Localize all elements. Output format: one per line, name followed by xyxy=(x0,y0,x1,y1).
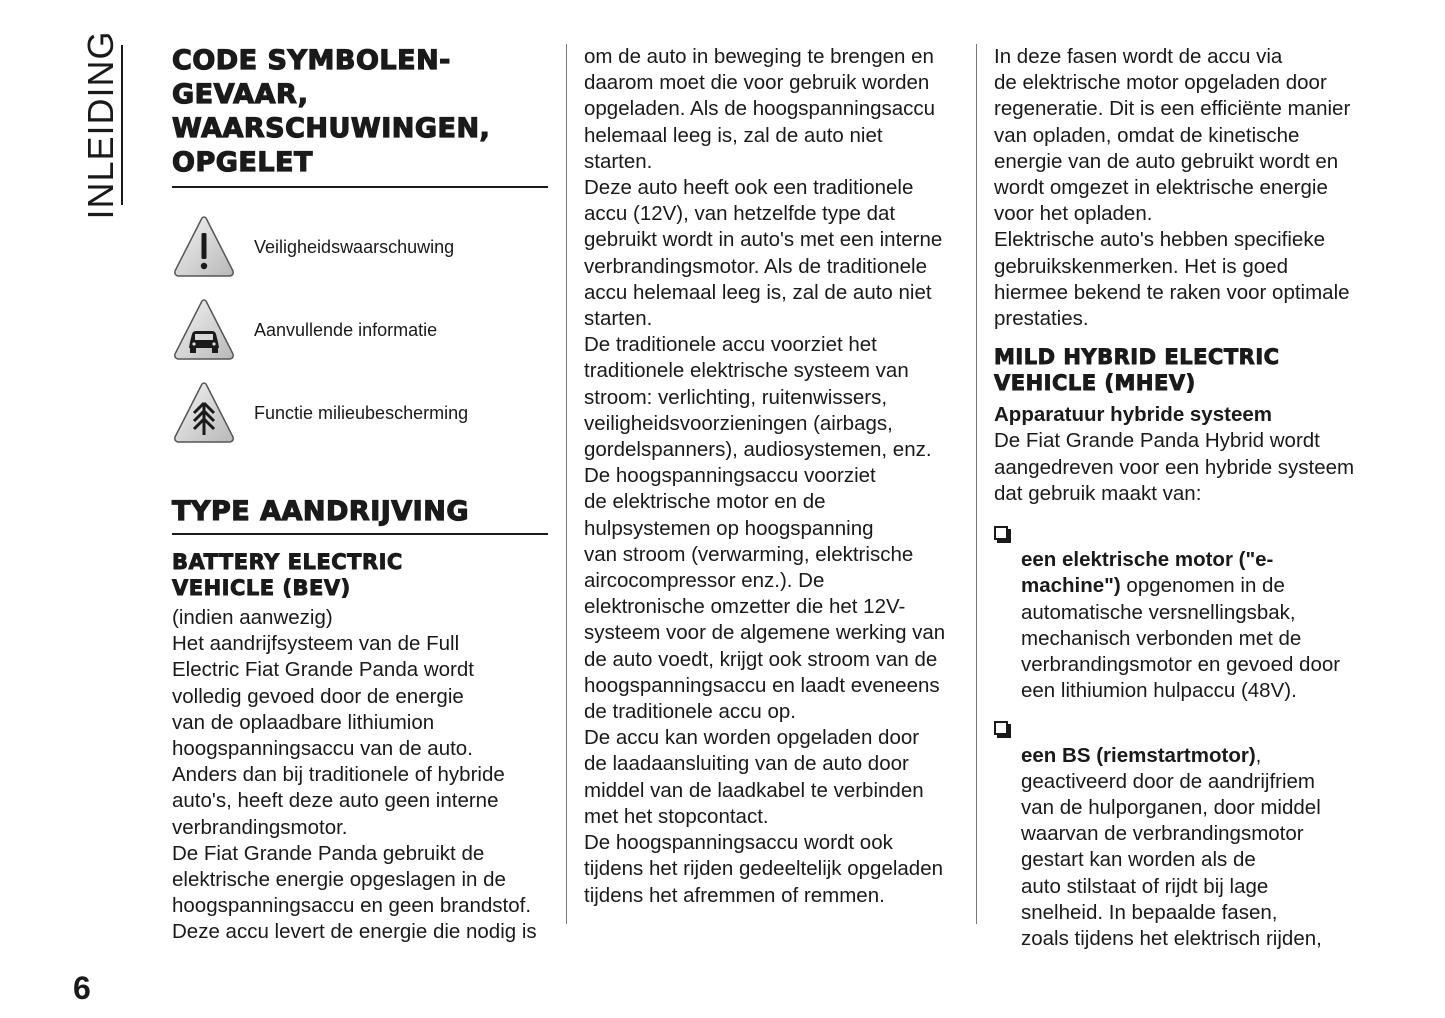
checkbox-bullet-icon xyxy=(994,526,1008,540)
list-item-bold: een BS (riemstartmotor) xyxy=(1021,743,1256,767)
checkbox-bullet-icon xyxy=(994,721,1008,735)
environment-protection-icon xyxy=(172,381,236,447)
mhev-heading: MILD HYBRID ELECTRIC VEHICLE (MHEV) xyxy=(994,345,1280,396)
symbol-label-info: Aanvullende informatie xyxy=(254,320,438,340)
mhev-subheading: Apparatuur hybride systeem xyxy=(994,403,1272,427)
mhev-text: De Fiat Grande Panda Hybrid wordt aangedreven voor een hybride systeem dat gebruik maakt van: xyxy=(994,429,1355,505)
list-item-text: , geactiveerd door de aandrijfriem van de hulporganen, door middel waarvan de verbrandingsmotor gestart kan worden als de auto stilstaat of rijdt bij lage snelheid. In bepaalde fasen, zoals tijdens het elektrisch rijden, xyxy=(1021,743,1322,951)
column-divider-2 xyxy=(976,44,977,924)
symbol-label-warning: Veiligheidswaarschuwing xyxy=(254,237,455,257)
column-2-text: om de auto in beweging te brengen en daarom moet die voor gebruik worden opgeladen. Als de hoogspanningsaccu helemaal leeg is, zal de auto niet starten. Deze auto heeft ook een traditionele accu (12V), van hetzelfde type dat gebruikt wordt in auto's met een interne verbrandingsmotor. Als de traditionele accu helemaal leeg is, zal de auto niet starten. De traditionele accu voorziet het traditionele elektrische systeem van stroom: verlichting, ruitenwissers, veiligheidsvoorzieningen (airbags, gordelspanners), audiosystemen, enz. De hoogspanningsaccu voorziet de elektrische motor en de hulpsystemen op hoogspanning van stroom (verwarming, elektrische aircocompressor enz.). De elektronische omzetter die het 12V- systeem voor de algemene werking van de auto voedt, krijgt ook stroom van de hoogspanningsaccu en laadt eveneens de traditionele accu op. De accu kan worden opgeladen door de laadaansluiting van de auto door middel van de laadkabel te verbinden met het stopcontact. De hoogspanningsaccu wordt ook tijdens het rijden gedeeltelijk opgeladen tijdens het afremmen of remmen. xyxy=(584,45,946,907)
symbol-row-warning xyxy=(172,206,548,289)
symbol-legend xyxy=(172,206,548,455)
column-2 xyxy=(584,44,962,909)
car-info-icon xyxy=(172,298,236,364)
page-number: 6 xyxy=(73,970,91,1006)
drive-type-heading: TYPE AANDRIJVING xyxy=(172,495,548,535)
sidebar-section-label xyxy=(78,30,124,220)
bev-text: (indien aanwezig) Het aandrijfsysteem van de Full Electric Fiat Grande Panda wordt volledig gevoed door de energie van de oplaadbare lithiumion hoogspanningsaccu van de auto. Anders dan bij traditionele of hybride auto's, heeft deze auto geen interne verbrandingsmotor. De Fiat Grande Panda gebruikt de elektrische energie opgeslagen in de hoogspanningsaccu en geen brandstof. Deze accu levert de energie die nodig is xyxy=(172,606,537,944)
column-3 xyxy=(994,44,1370,952)
symbols-heading: CODE SYMBOLEN- GEVAAR, WAARSCHUWINGEN, OPGELET xyxy=(172,44,548,188)
symbol-label-environment: Functie milieubescherming xyxy=(254,403,469,423)
column-divider-1 xyxy=(566,44,567,924)
bev-heading: BATTERY ELECTRIC VEHICLE (BEV) xyxy=(172,550,403,600)
symbol-row-environment xyxy=(172,372,548,455)
regeneration-text: In deze fasen wordt de accu via de elektrische motor opgeladen door regeneratie. Dit is een efficiënte manier van opladen, omdat de kinetische energie van de auto gebruikt wordt en wordt omgezet in elektrische energie voor het opladen. Elektrische auto's hebben specifieke gebruikskenmerken. Het is goed hiermee bekend te raken voor optimale prestaties. xyxy=(994,45,1351,331)
section-title: INLEIDING xyxy=(80,30,121,220)
exclamation-warning-icon xyxy=(172,215,236,281)
list-item-bold: een elektrische motor ("e- machine") xyxy=(1021,548,1274,598)
symbol-row-info xyxy=(172,289,548,372)
sidebar-divider xyxy=(121,45,123,205)
list-item xyxy=(994,716,1370,952)
column-1 xyxy=(172,44,548,946)
list-item-text: opgenomen in de automatische versnellingsbak, mechanisch verbonden met de verbrandingsmotor en gevoed door een lithiumion hulpaccu (48V). xyxy=(1021,574,1341,703)
list-item xyxy=(994,521,1370,704)
